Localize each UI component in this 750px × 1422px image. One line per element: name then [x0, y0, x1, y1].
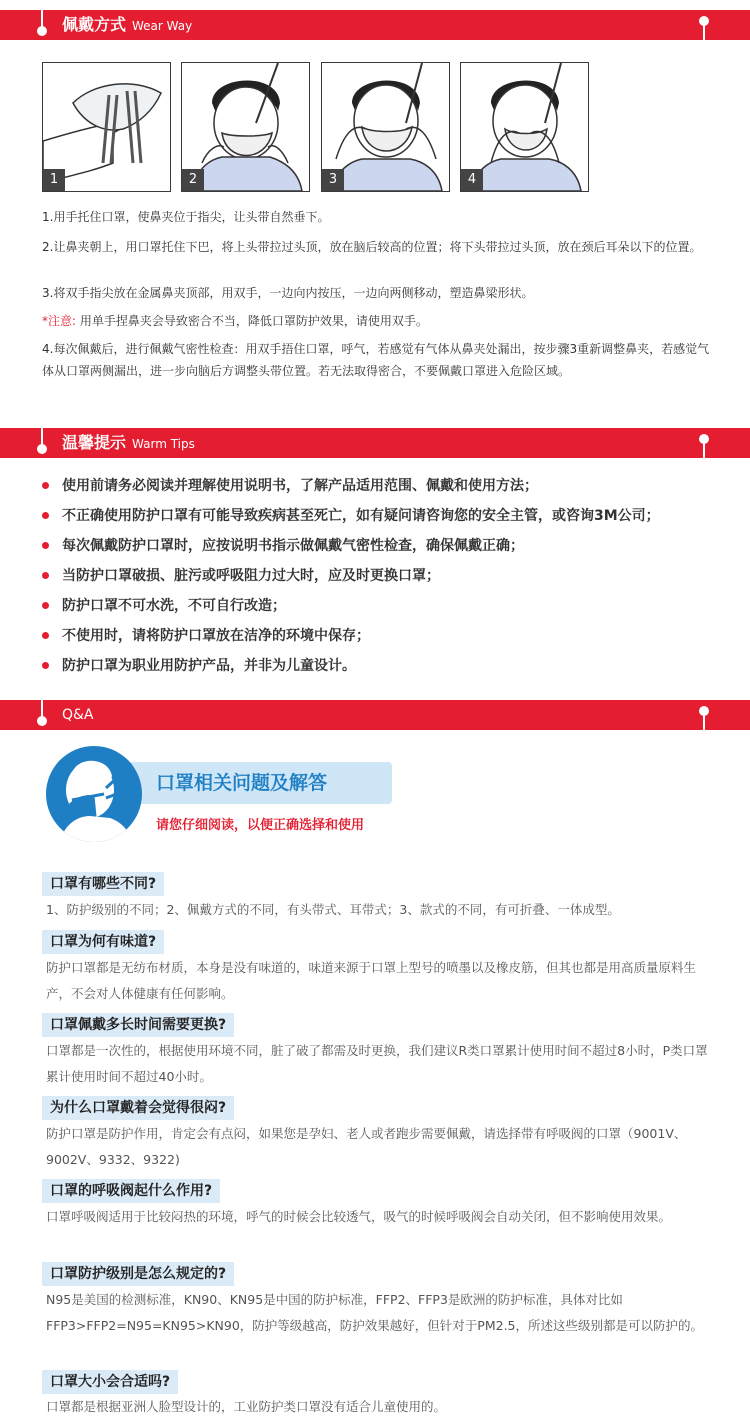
- wear-step-illustration-3: [321, 62, 450, 192]
- warning-label: *注意:: [42, 314, 77, 328]
- section-title: 温馨提示 Warm Tips: [62, 433, 195, 452]
- pin-icon: [698, 428, 710, 458]
- wear-step-illustration-1: [42, 62, 171, 192]
- pin-icon: [36, 428, 48, 458]
- qa-answer: N95是美国的检测标准，KN90、KN95是中国的防护标准，FFP2、FFP3是欧洲的防护标准，具体对比如FFP3>FFP2=N95=KN95>KN90，防护等级越高，防护效果越好，但针对于PM2.5，所述这些级别都是可以防护的。: [46, 1292, 704, 1333]
- qa-question: 为什么口罩戴着会觉得很闷?: [42, 1096, 234, 1120]
- bullet-icon: [42, 482, 49, 489]
- bullet-icon: [42, 662, 49, 669]
- qa-question: 口罩的呼吸阀起什么作用?: [42, 1179, 220, 1203]
- qa-question: 口罩为何有味道?: [42, 930, 164, 954]
- step-number: 4: [461, 169, 483, 191]
- warning-text: 用单手捏鼻夹会导致密合不当，降低口罩防护效果，请使用双手。: [79, 314, 428, 328]
- qa-question: 口罩佩戴多长时间需要更换?: [42, 1013, 234, 1037]
- qa-answer: 口罩呼吸阀适用于比较闷热的环境，呼气的时候会比较透气，吸气的时候呼吸阀会自动关闭，但不影响使用效果。: [46, 1209, 672, 1224]
- qa-banner-tag: [120, 762, 392, 804]
- bullet-icon: [42, 632, 49, 639]
- qa-answer: 1、防护级别的不同；2、佩戴方式的不同，有头带式、耳带式；3、款式的不同，有可折叠、一体成型。: [46, 902, 620, 917]
- qa-question: 口罩大小会合适吗?: [42, 1370, 178, 1394]
- step-number: 1: [43, 169, 65, 191]
- qa-answer: 防护口罩是防护作用，肯定会有点闷，如果您是孕妇、老人或者跑步需要佩戴，请选择带有呼吸阀的口罩（9001V、9002V、9332、9322): [46, 1126, 687, 1167]
- pin-icon: [36, 700, 48, 730]
- mask-wearer-icon: [46, 746, 142, 842]
- section-header-wear: [0, 10, 750, 40]
- pin-icon: [698, 10, 710, 40]
- step-number: 3: [322, 169, 344, 191]
- wear-step-illustration-4: [460, 62, 589, 192]
- wear-warning: [42, 310, 712, 332]
- section-header-tips: [0, 428, 750, 458]
- section-title: 佩戴方式 Wear Way: [62, 15, 193, 34]
- section-header-qa: [0, 700, 750, 730]
- bullet-icon: [42, 512, 49, 519]
- qa-answer: 口罩都是一次性的，根据使用环境不同，脏了破了都需及时更换，我们建议R类口罩累计使用时间不超过8小时，P类口罩累计使用时间不超过40小时。: [46, 1043, 708, 1084]
- pin-icon: [698, 700, 710, 730]
- qa-banner-title: 口罩相关问题及解答: [156, 772, 328, 794]
- section-title: Q&A: [62, 707, 94, 723]
- qa-answer: 防护口罩都是无纺布材质，本身是没有味道的，味道来源于口罩上型号的喷墨以及橡皮筋，但其也都是用高质量原料生产，不会对人体健康有任何影响。: [46, 960, 697, 1001]
- qa-banner-subtitle: 请您仔细阅读，以便正确选择和使用: [156, 818, 365, 833]
- qa-question: 口罩防护级别是怎么规定的?: [42, 1262, 234, 1286]
- wear-step-text: 1.用手托住口罩，使鼻夹位于指尖，让头带自然垂下。: [42, 210, 330, 224]
- bullet-icon: [42, 602, 49, 609]
- bullet-icon: [42, 542, 49, 549]
- wear-step-text: 4.每次佩戴后，进行佩戴气密性检查：用双手捂住口罩，呼气，若感觉有气体从鼻夹处漏出，按步骤3重新调整鼻夹，若感觉气体从口罩两侧漏出，进一步向脑后方调整头带位置。若无法取得密合，不要佩戴口罩进入危险区域。: [42, 342, 710, 378]
- wear-step-text: 3.将双手指尖放在金属鼻夹顶部，用双手，一边向内按压，一边向两侧移动，塑造鼻梁形状。: [42, 286, 534, 300]
- pin-icon: [36, 10, 48, 40]
- wear-step-illustration-2: [181, 62, 310, 192]
- qa-answer: 口罩都是根据亚洲人脸型设计的，工业防护类口罩没有适合儿童使用的。: [46, 1399, 447, 1414]
- wear-step-text: 2.让鼻夹朝上，用口罩托住下巴，将上头带拉过头顶，放在脑后较高的位置；将下头带拉过头顶，放在颈后耳朵以下的位置。: [42, 240, 702, 254]
- bullet-icon: [42, 572, 49, 579]
- step-number: 2: [182, 169, 204, 191]
- qa-question: 口罩有哪些不同?: [42, 872, 164, 896]
